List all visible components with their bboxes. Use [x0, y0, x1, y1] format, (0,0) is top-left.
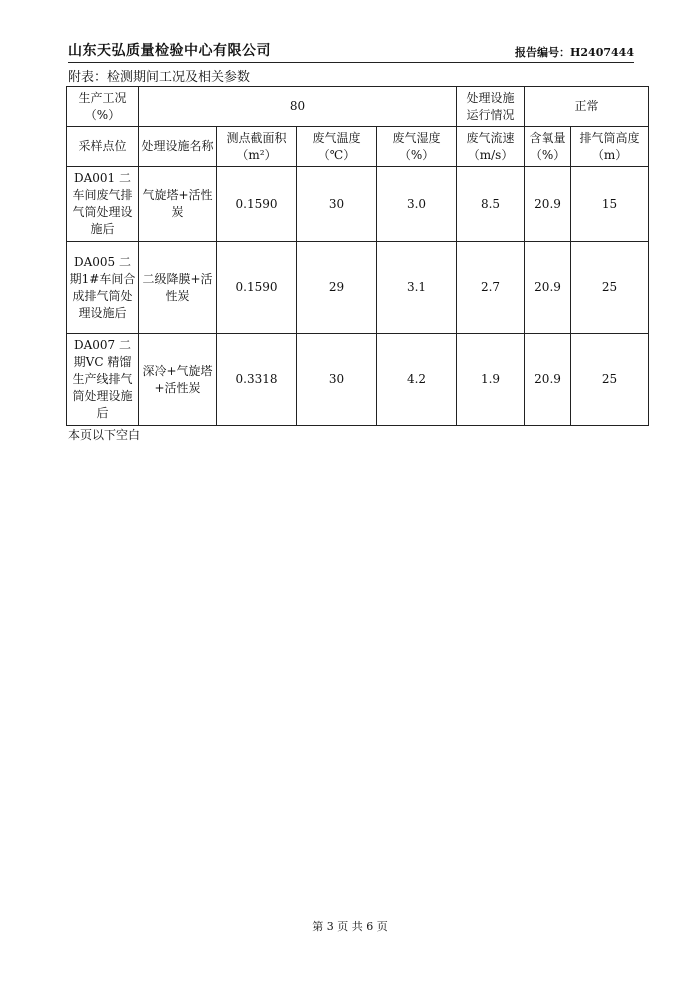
report-number: 报告编号：H2407444: [515, 46, 634, 59]
production-condition-value: 80: [139, 87, 457, 127]
area-cell: 0.3318: [217, 334, 297, 426]
col-header-cross-section: 测点截面积 （m²）: [217, 127, 297, 167]
company-name: 山东天弘质量检验中心有限公司: [68, 43, 271, 59]
oxygen-cell: 20.9: [525, 242, 571, 334]
col-header-oxygen: 含氧量 （%）: [525, 127, 571, 167]
table-row: [67, 167, 649, 242]
sampling-point-cell: DA005 二期1#车间合成排气筒处理设施后: [67, 242, 139, 334]
humidity-cell: 3.0: [377, 167, 457, 242]
col-header-stack-height: 排气筒高度 （m）: [571, 127, 649, 167]
page-number: 第 3 页 共 6 页: [312, 920, 388, 933]
area-cell: 0.1590: [217, 242, 297, 334]
column-header-row: [67, 127, 649, 167]
temperature-cell: 29: [297, 242, 377, 334]
velocity-cell: 1.9: [457, 334, 525, 426]
facility-cell: 深冷+气旋塔+活性炭: [139, 334, 217, 426]
oxygen-cell: 20.9: [525, 334, 571, 426]
facility-operation-value: 正常: [525, 87, 649, 127]
blank-page-note: 本页以下空白: [68, 428, 141, 442]
page-header: [68, 38, 634, 62]
oxygen-cell: 20.9: [525, 167, 571, 242]
humidity-cell: 3.1: [377, 242, 457, 334]
height-cell: 25: [571, 334, 649, 426]
table-row: [67, 334, 649, 426]
humidity-cell: 4.2: [377, 334, 457, 426]
col-header-gas-humidity: 废气湿度 （%）: [377, 127, 457, 167]
area-cell: 0.1590: [217, 167, 297, 242]
temperature-cell: 30: [297, 167, 377, 242]
velocity-cell: 8.5: [457, 167, 525, 242]
parameters-table: [66, 86, 649, 426]
temperature-cell: 30: [297, 334, 377, 426]
sampling-point-cell: DA007 二期VC 精馏生产线排气筒处理设施后: [67, 334, 139, 426]
velocity-cell: 2.7: [457, 242, 525, 334]
height-cell: 25: [571, 242, 649, 334]
height-cell: 15: [571, 167, 649, 242]
facility-cell: 二级降膜+活性炭: [139, 242, 217, 334]
table-row: [67, 242, 649, 334]
col-header-gas-temperature: 废气温度 （℃）: [297, 127, 377, 167]
facility-cell: 气旋塔+活性炭: [139, 167, 217, 242]
header-divider: [68, 62, 634, 63]
sampling-point-cell: DA001 二车间废气排气筒处理设施后: [67, 167, 139, 242]
table-caption: 附表：检测期间工况及相关参数: [68, 70, 251, 85]
conditions-row: [67, 87, 649, 127]
facility-operation-label: 处理设施 运行情况: [457, 87, 525, 127]
col-header-gas-velocity: 废气流速 （m/s）: [457, 127, 525, 167]
col-header-sampling-point: 采样点位: [67, 127, 139, 167]
col-header-facility-name: 处理设施名称: [139, 127, 217, 167]
production-condition-label: 生产工况 （%）: [67, 87, 139, 127]
